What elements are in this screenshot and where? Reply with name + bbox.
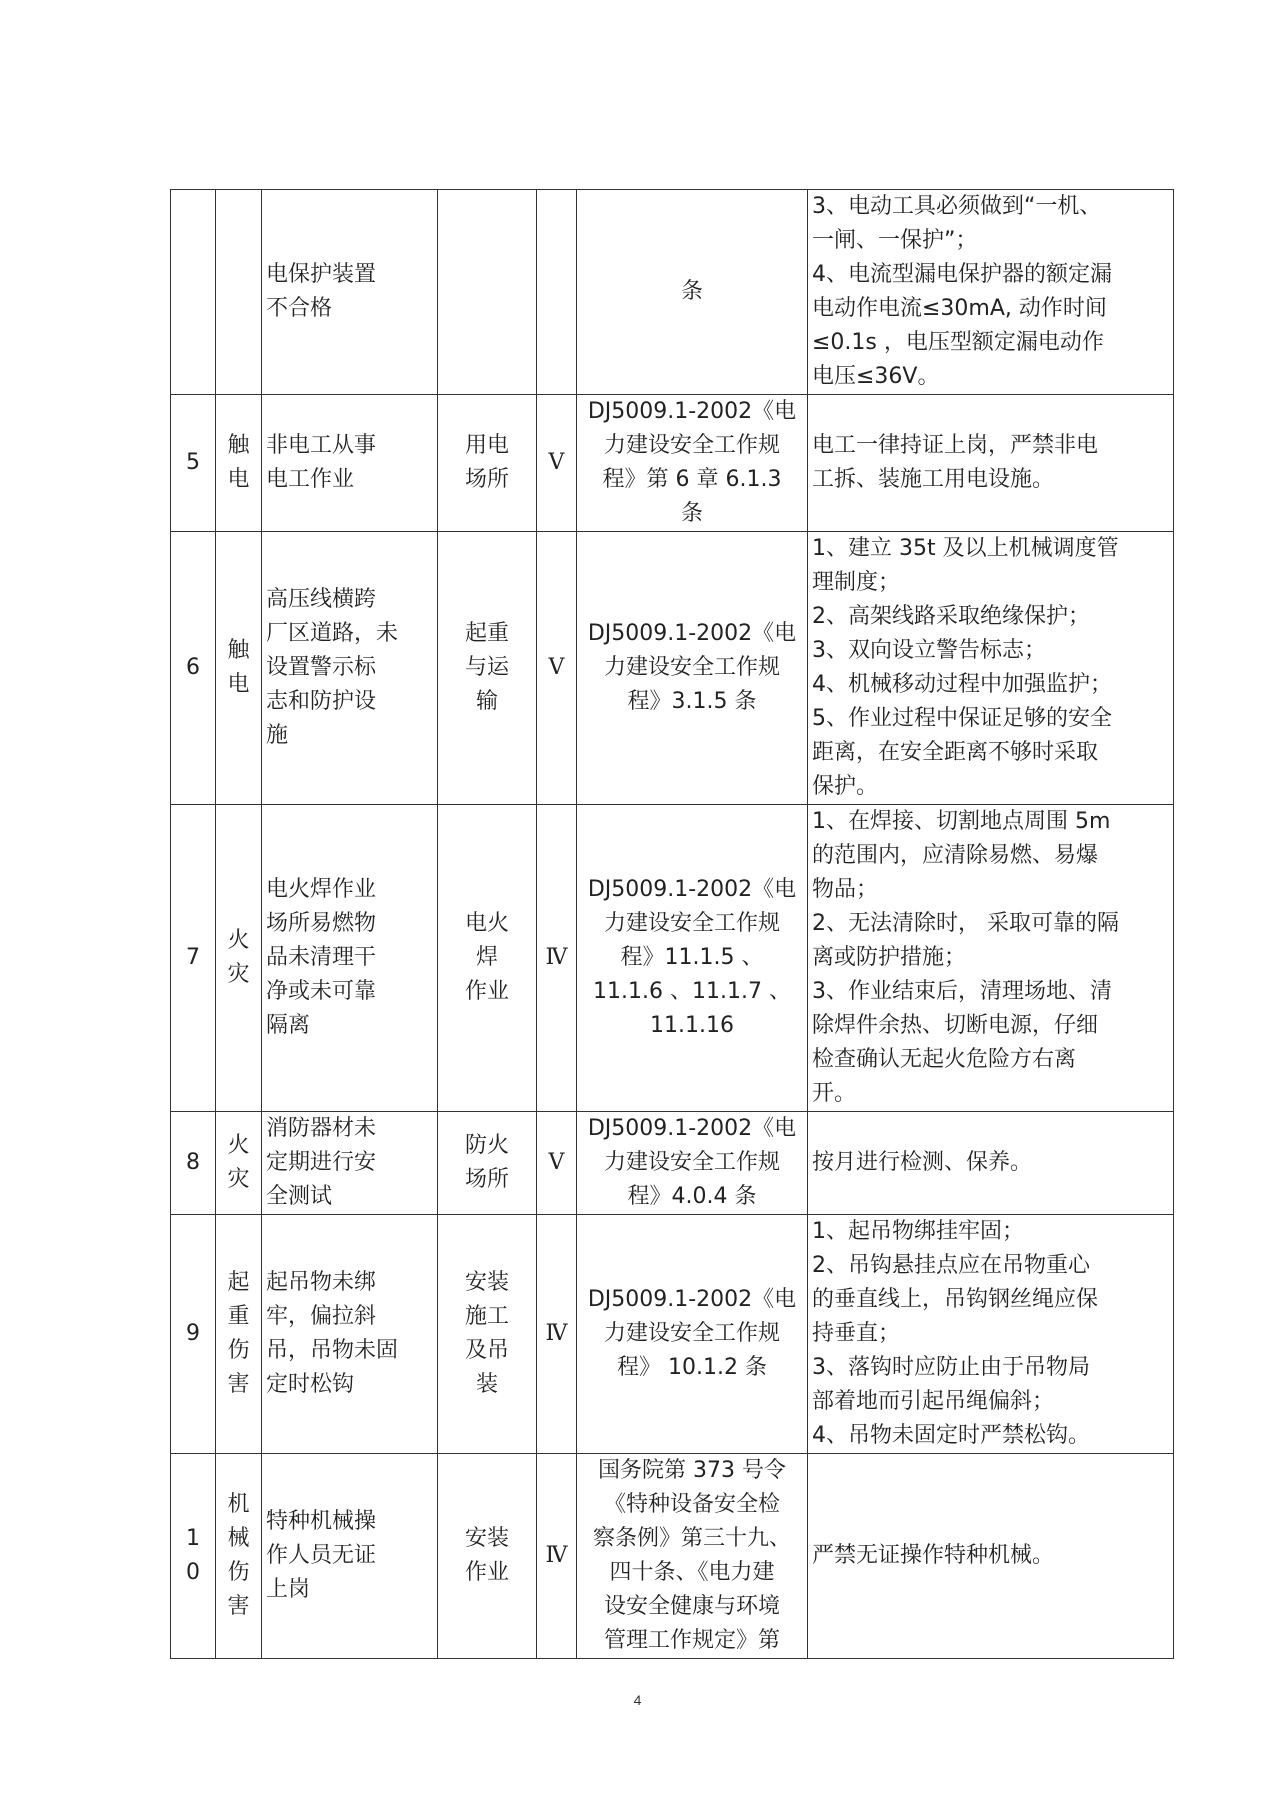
cell-text-line: 3、落钩时应防止由于吊物局 [812,1355,1090,1380]
cell-text-line: DJ5009.1-2002《电 [587,399,797,424]
cell-text-line: 严禁无证操作特种机械。 [812,1543,1055,1568]
cell-text-line: 消防器材未 [266,1116,377,1141]
cell-text-line: 管理工作规定》第 [603,1628,780,1653]
cell-text-line: 一闸、一保护”； [812,228,978,253]
regulation-basis-cell [577,1454,808,1659]
cell-text-line: 1 [186,1526,200,1551]
table-row [171,1454,1174,1659]
cell-text-line: 电 [227,672,250,697]
cell-text-line: 电压≤36V。 [812,364,940,389]
control-measures-cell [808,1454,1174,1659]
cell-text-line: 四十条、《电力建 [609,1560,775,1585]
activity-location-cell [438,1215,537,1454]
table-row [171,395,1174,532]
table-row [171,532,1174,805]
cell-text-line: 物品； [812,877,879,902]
cell-text-line: 施 [266,723,289,748]
cell-text-line: 作业 [464,979,509,1004]
cell-text-line: 4、机械移动过程中加强监护； [812,672,1112,697]
cell-text-line: 8 [186,1150,200,1175]
cell-text-line: 距离，在安全距离不够时采取 [812,740,1099,765]
hazard-type-cell [216,1454,262,1659]
regulation-basis-cell [577,190,808,395]
activity-location-cell [438,1112,537,1215]
cell-text-line: 力建设安全工作规 [603,1321,780,1346]
cell-text-line: 1、起吊物绑挂牢固； [812,1219,1024,1244]
cell-text-line: 电工作业 [266,467,355,492]
table-row [171,1112,1174,1215]
cell-text-line: 开。 [812,1081,857,1106]
cell-text-line: 力建设安全工作规 [603,911,780,936]
cell-text-line: 7 [186,945,200,970]
hazard-factor-cell [262,532,438,805]
cell-text-line: 1、在焊接、切割地点周围 5m [812,809,1111,834]
control-measures-cell [808,395,1174,532]
cell-text-line: 3、作业结束后，清理场地、清 [812,979,1112,1004]
cell-text-line: 11.1.6 、11.1.7 、 [593,979,791,1004]
cell-text-line: 程》11.1.5 、 [620,945,764,970]
row-number-cell [171,1215,216,1454]
row-number-cell [171,805,216,1112]
control-measures-cell [808,532,1174,805]
cell-text-line: 定时松钩 [266,1372,355,1397]
cell-text-line: 电火焊作业 [266,877,377,902]
cell-text-line: 《特种设备安全检 [603,1492,780,1517]
cell-text-line: 隔离 [266,1013,311,1038]
activity-location-cell [438,532,537,805]
cell-text-line: 灾 [227,962,250,987]
cell-text-line: 理制度； [812,570,901,595]
risk-level-cell [537,190,577,395]
cell-text-line: 电保护装置 [266,262,377,287]
cell-text-line: 设安全健康与环境 [603,1594,780,1619]
cell-text-line: DJ5009.1-2002《电 [587,1116,797,1141]
table-row [171,805,1174,1112]
hazard-type-cell [216,190,262,395]
cell-text-line: 按月进行检测、保养。 [812,1150,1033,1175]
hazard-factor-cell [262,805,438,1112]
hazard-factor-cell [262,1112,438,1215]
regulation-basis-cell [577,1215,808,1454]
cell-text-line: 3、电动工具必须做到“一机、 [812,194,1102,219]
cell-text-line: 程》3.1.5 条 [627,689,757,714]
cell-text-line: 6 [186,655,200,680]
cell-text-line: 起重 [464,621,509,646]
cell-text-line: 不合格 [266,296,333,321]
control-measures-cell [808,1112,1174,1215]
cell-text-line: 焊 [475,945,498,970]
cell-text-line: 场所 [464,467,509,492]
cell-text-line: DJ5009.1-2002《电 [587,621,797,646]
cell-text-line: 输 [475,689,498,714]
page-number: 4 [633,1692,642,1708]
cell-text-line: 安装 [464,1526,509,1551]
cell-text-line: 电动作电流≤30mA, 动作时间 [812,296,1107,321]
cell-text-line: 力建设安全工作规 [603,655,780,680]
cell-text-line: 国务院第 373 号令 [598,1458,786,1483]
row-number-cell [171,1454,216,1659]
row-number-cell [171,395,216,532]
cell-text-line: 机 [227,1492,250,1517]
cell-text-line: 装 [475,1372,498,1397]
cell-text-line: ≤0.1s ，电压型额定漏电动作 [812,330,1104,355]
cell-text-line: 品未清理干 [266,945,377,970]
cell-text-line: 4、电流型漏电保护器的额定漏 [812,262,1112,287]
cell-text-line: 除焊件余热、切断电源，仔细 [812,1013,1099,1038]
control-measures-cell [808,190,1174,395]
cell-text-line: 定期进行安 [266,1150,377,1175]
cell-text-line: 条 [680,279,703,304]
cell-text-line: 害 [227,1594,250,1619]
cell-text-line: 施工 [464,1304,509,1329]
cell-text-line: 触 [227,433,250,458]
cell-text-line: 部着地而引起吊绳偏斜； [812,1389,1055,1414]
cell-text-line: 5、作业过程中保证足够的安全 [812,706,1112,731]
regulation-basis-cell [577,395,808,532]
risk-level-cell: Ⅴ [537,532,577,805]
cell-text-line: 非电工从事 [266,433,377,458]
cell-text-line: 牢，偏拉斜 [266,1304,377,1329]
row-number-cell [171,1112,216,1215]
cell-text-line: 高压线横跨 [266,587,377,612]
cell-text-line: 力建设安全工作规 [603,1150,780,1175]
row-number-cell [171,190,216,395]
cell-text-line: 上岗 [266,1577,311,1602]
cell-text-line: 与运 [464,655,509,680]
regulation-basis-cell [577,532,808,805]
control-measures-cell [808,805,1174,1112]
cell-text-line: 电火 [464,911,509,936]
control-measures-cell [808,1215,1174,1454]
cell-text-line: 11.1.16 [650,1013,734,1038]
cell-text-line: 重 [227,1304,250,1329]
cell-text-line: 场所 [464,1167,509,1192]
cell-text-line: 2、无法清除时， 采取可靠的隔 [812,911,1119,936]
cell-text-line: 程》4.0.4 条 [627,1184,757,1209]
cell-text-line: 保护。 [812,774,879,799]
cell-text-line: 全测试 [266,1184,333,1209]
cell-text-line: 的垂直线上，吊钩钢丝绳应保 [812,1287,1099,1312]
activity-location-cell [438,805,537,1112]
cell-text-line: 火 [227,1133,250,1158]
cell-text-line: 设置警示标 [266,655,377,680]
row-number-cell [171,532,216,805]
cell-text-line: 察条例》第三十九、 [592,1526,791,1551]
hazard-factor-cell [262,1454,438,1659]
hazard-type-cell [216,1215,262,1454]
hazard-type-cell [216,532,262,805]
cell-text-line: 工拆、装施工用电设施。 [812,467,1055,492]
cell-text-line: 力建设安全工作规 [603,433,780,458]
cell-text-line: 3、双向设立警告标志； [812,638,1046,663]
risk-level-cell: Ⅴ [537,1112,577,1215]
risk-level-cell: Ⅳ [537,1215,577,1454]
cell-text-line: 志和防护设 [266,689,377,714]
activity-location-cell [438,1454,537,1659]
cell-text-line: 火 [227,928,250,953]
cell-text-line: 特种机械操 [266,1509,377,1534]
table-row [171,1215,1174,1454]
cell-text-line: 械 [227,1526,250,1551]
regulation-basis-cell [577,1112,808,1215]
activity-location-cell [438,395,537,532]
cell-text-line: 程》第 6 章 6.1.3 [602,467,782,492]
cell-text-line: 条 [680,501,703,526]
cell-text-line: 场所易燃物 [266,911,377,936]
cell-text-line: 及吊 [464,1338,509,1363]
table-row [171,190,1174,395]
cell-text-line: 电 [227,467,250,492]
risk-level-cell: Ⅳ [537,1454,577,1659]
hazard-table [170,189,1174,1659]
hazard-type-cell [216,395,262,532]
cell-text-line: 持垂直； [812,1321,901,1346]
cell-text-line: 伤 [227,1338,250,1363]
hazard-type-cell [216,805,262,1112]
cell-text-line: 伤 [227,1560,250,1585]
hazard-factor-cell [262,190,438,395]
risk-level-cell: Ⅴ [537,395,577,532]
cell-text-line: 净或未可靠 [266,979,377,1004]
cell-text-line: 起吊物未绑 [266,1270,377,1295]
cell-text-line: 9 [186,1321,200,1346]
cell-text-line: 害 [227,1372,250,1397]
hazard-factor-cell [262,395,438,532]
hazard-factor-cell [262,1215,438,1454]
cell-text-line: 起 [227,1270,250,1295]
cell-text-line: 吊，吊物未固 [266,1338,399,1363]
cell-text-line: 作人员无证 [266,1543,377,1568]
cell-text-line: 的范围内，应清除易燃、易爆 [812,843,1099,868]
cell-text-line: 检查确认无起火危险方右离 [812,1047,1077,1072]
cell-text-line: 程》 10.1.2 条 [617,1355,767,1380]
cell-text-line: 2、吊钩悬挂点应在吊物重心 [812,1253,1090,1278]
cell-text-line: 4、吊物未固定时严禁松钩。 [812,1423,1090,1448]
cell-text-line: 作业 [464,1560,509,1585]
cell-text-line: 5 [186,450,200,475]
cell-text-line: 1、建立 35t 及以上机械调度管 [812,536,1119,561]
cell-text-line: 0 [186,1560,200,1585]
cell-text-line: 触 [227,638,250,663]
cell-text-line: 灾 [227,1167,250,1192]
cell-text-line: 用电 [464,433,509,458]
activity-location-cell [438,190,537,395]
cell-text-line: DJ5009.1-2002《电 [587,1287,797,1312]
cell-text-line: 安装 [464,1270,509,1295]
regulation-basis-cell [577,805,808,1112]
cell-text-line: 防火 [464,1133,509,1158]
cell-text-line: 厂区道路，未 [266,621,399,646]
risk-level-cell: Ⅳ [537,805,577,1112]
cell-text-line: 2、高架线路采取绝缘保护； [812,604,1090,629]
cell-text-line: 电工一律持证上岗，严禁非电 [812,433,1099,458]
hazard-type-cell [216,1112,262,1215]
cell-text-line: DJ5009.1-2002《电 [587,877,797,902]
cell-text-line: 离或防护措施； [812,945,967,970]
